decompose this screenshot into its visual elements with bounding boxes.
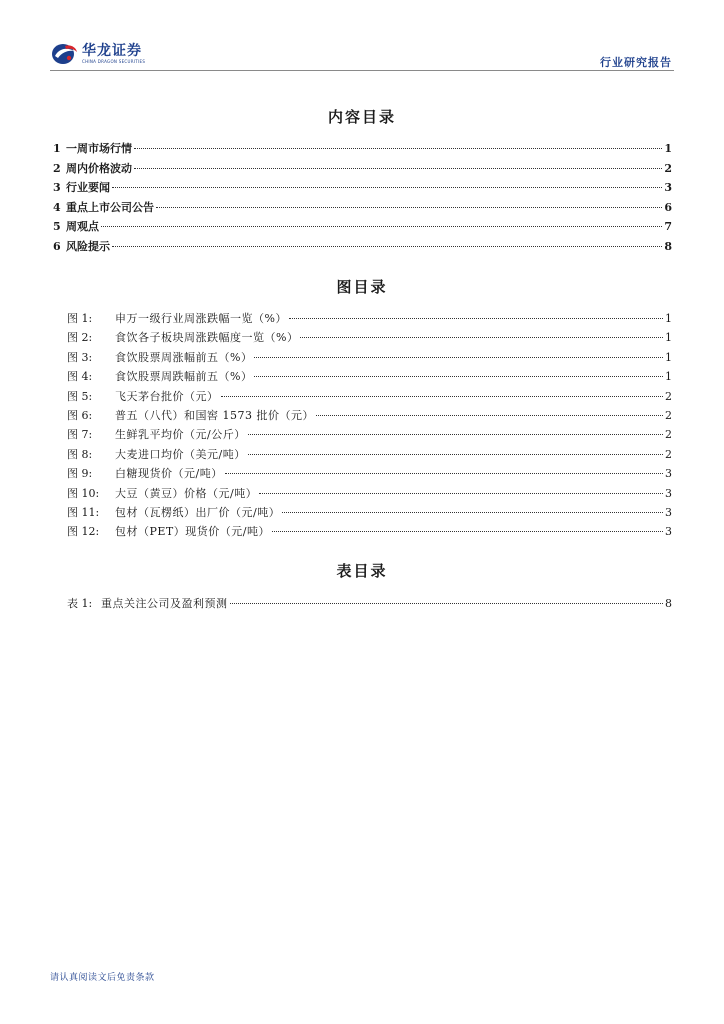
figure-label: 图 3: — [67, 350, 93, 364]
figure-entry[interactable] — [67, 329, 672, 348]
figure-title: 食饮股票周跌幅前五（%） — [115, 370, 253, 384]
table-list — [67, 595, 672, 614]
figure-title: 大麦进口均价（美元/吨） — [115, 447, 246, 461]
figure-list — [67, 310, 672, 543]
figure-page-number: 1 — [665, 331, 672, 345]
toc-item[interactable]: 6 风险提示 8 — [53, 239, 672, 253]
figures-title: 图目录 — [336, 278, 388, 296]
dot-leader — [254, 376, 663, 377]
figure-page-number: 3 — [665, 486, 672, 500]
figure-title: 包材（PET）现货价（元/吨） — [115, 525, 270, 539]
figure-label: 图 6: — [67, 408, 93, 422]
figure-entry[interactable] — [67, 446, 672, 465]
figure-title: 飞天茅台批价（元） — [115, 389, 219, 403]
table-entry[interactable] — [67, 595, 672, 614]
figure-title: 白糖现货价（元/吨） — [115, 467, 223, 481]
dot-leader — [101, 226, 662, 227]
toc-item[interactable]: 5 周观点 7 — [53, 220, 672, 233]
figure-label: 图 2: — [67, 331, 93, 345]
figure-label: 图 12: — [67, 525, 100, 539]
toc-item[interactable]: 4 重点上市公司公告 6 — [53, 200, 672, 214]
company-logo — [50, 42, 145, 66]
contents-list — [53, 140, 672, 257]
figure-entry[interactable] — [67, 485, 672, 504]
figure-label: 图 1: — [67, 312, 93, 325]
report-type-label: 行业研究报告 — [600, 56, 672, 69]
toc-item-label: 风险提示 — [66, 239, 110, 253]
figure-title: 食饮各子板块周涨跌幅度一览（%） — [115, 331, 299, 345]
toc-page-number: 3 — [664, 181, 672, 194]
toc-item[interactable]: 2 周内价格波动 2 — [53, 161, 672, 175]
figure-page-number: 2 — [665, 408, 672, 422]
logo-chinese-name: 华龙证券 — [82, 42, 142, 59]
figure-entry[interactable] — [67, 523, 672, 542]
toc-item-label: 周观点 — [66, 220, 99, 233]
dot-leader — [289, 318, 663, 319]
figure-page-number: 3 — [665, 525, 672, 539]
figure-entry[interactable] — [67, 368, 672, 387]
figure-entry[interactable] — [67, 426, 672, 445]
figure-title: 普五（八代）和国窖 1573 批价（元） — [115, 408, 314, 422]
figure-entry[interactable] — [67, 465, 672, 484]
figure-page-number: 1 — [665, 350, 672, 364]
contents-title: 内容目录 — [327, 108, 396, 126]
toc-item-label: 一周市场行情 — [66, 142, 132, 155]
table-title: 重点关注公司及盈利预测 — [101, 597, 228, 610]
figure-label: 图 7: — [67, 428, 93, 442]
dot-leader — [112, 187, 662, 188]
figure-title: 大豆（黄豆）价格（元/吨） — [115, 486, 258, 500]
dot-leader — [282, 512, 663, 513]
dot-leader — [248, 434, 663, 435]
tables-title: 表目录 — [336, 562, 388, 580]
figure-page-number: 2 — [665, 447, 672, 461]
figure-entry[interactable] — [67, 310, 672, 329]
figure-title: 食饮股票周涨幅前五（%） — [115, 350, 253, 364]
header-divider — [50, 70, 674, 71]
figure-entry[interactable] — [67, 349, 672, 368]
toc-item-label: 行业要闻 — [66, 181, 110, 194]
toc-item-label: 重点上市公司公告 — [66, 200, 154, 214]
dot-leader — [300, 337, 663, 338]
toc-page-number: 7 — [664, 220, 672, 233]
dot-leader — [230, 603, 664, 604]
figure-title: 申万一级行业周涨跌幅一览（%） — [115, 312, 287, 325]
figure-label: 图 9: — [67, 467, 93, 481]
figure-title: 包材（瓦楞纸）出厂价（元/吨） — [115, 505, 281, 519]
dot-leader — [254, 357, 663, 358]
logo-english-name: CHINA DRAGON SECURITIES — [82, 58, 146, 64]
toc-item[interactable]: 1 一周市场行情 1 — [53, 142, 672, 155]
dragon-logo-icon — [50, 42, 78, 66]
figure-label: 图 10: — [67, 486, 100, 500]
table-page-number: 8 — [665, 597, 672, 610]
figure-page-number: 3 — [665, 505, 672, 519]
figure-page-number: 2 — [665, 389, 672, 403]
figure-page-number: 2 — [665, 428, 672, 442]
dot-leader — [259, 493, 663, 494]
dot-leader — [134, 168, 662, 169]
figure-title: 生鲜乳平均价（元/公斤） — [115, 428, 246, 442]
toc-page-number: 2 — [664, 161, 672, 175]
figure-label: 图 4: — [67, 370, 93, 384]
dot-leader — [316, 415, 663, 416]
figure-entry[interactable] — [67, 504, 672, 523]
dot-leader — [248, 454, 663, 455]
table-label: 表 1: — [67, 597, 93, 610]
figure-label: 图 5: — [67, 389, 93, 403]
dot-leader — [156, 207, 662, 208]
figure-entry[interactable] — [67, 388, 672, 407]
dot-leader — [272, 531, 663, 532]
toc-page-number: 1 — [664, 142, 672, 155]
page-header — [50, 40, 674, 70]
toc-page-number: 6 — [664, 200, 672, 214]
figure-page-number: 3 — [665, 467, 672, 481]
figure-page-number: 1 — [665, 370, 672, 384]
disclaimer-note: 请认真阅读文后免责条款 — [50, 973, 155, 983]
dot-leader — [225, 473, 663, 474]
dot-leader — [112, 246, 662, 247]
toc-page-number: 8 — [664, 239, 672, 253]
toc-item-label: 周内价格波动 — [66, 161, 132, 175]
figure-label: 图 11: — [67, 505, 100, 519]
toc-item[interactable]: 3 行业要闻 3 — [53, 181, 672, 194]
figure-label: 图 8: — [67, 447, 93, 461]
dot-leader — [134, 148, 662, 149]
figure-entry[interactable] — [67, 407, 672, 426]
dot-leader — [221, 396, 664, 397]
figure-page-number: 1 — [665, 312, 672, 325]
